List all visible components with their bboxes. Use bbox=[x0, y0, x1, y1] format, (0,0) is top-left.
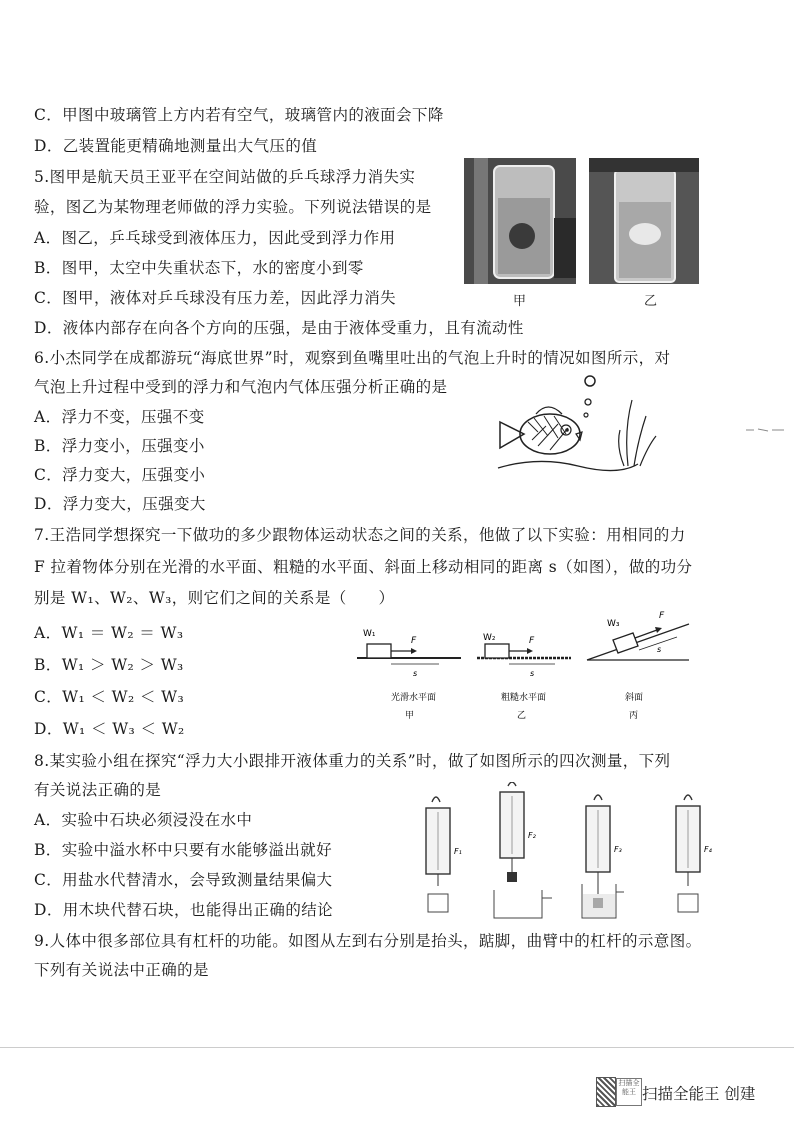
q5-photo-yi bbox=[589, 158, 699, 284]
q6-option-a: A．浮力不变，压强不变 bbox=[34, 408, 205, 426]
q7-stem-1: 7.王浩同学想探究一下做功的多少跟物体运动状态之间的关系，他做了以下实验：用相同的力 bbox=[34, 526, 686, 544]
q5-stem-1: 5.图甲是航天员王亚平在空间站做的乒乓球浮力消失实 bbox=[34, 168, 416, 186]
q6-fish-figure bbox=[488, 370, 664, 486]
q8-stem-1: 8.某实验小组在探究“浮力大小跟排开液体重力的关系”时，做了如图所示的四次测量，下列 bbox=[34, 752, 671, 770]
q8-scale-2 bbox=[494, 782, 552, 918]
q7-stem-2: F 拉着物体分别在光滑的水平面、粗糙的水平面、斜面上移动相同的距离 s（如图），做的功分 bbox=[34, 558, 693, 576]
q7-panel-3: 丙 bbox=[629, 711, 639, 721]
q8-option-a: A．实验中石块必须浸没在水中 bbox=[34, 811, 253, 829]
scanner-logo-text: 扫描全能王 bbox=[618, 1079, 640, 1096]
q7-option-d: D．W₁ ＜ W₃ ＜ W₂ bbox=[34, 720, 185, 738]
q7-surface-3: 斜面 bbox=[625, 693, 644, 703]
scanner-logo bbox=[616, 1078, 642, 1106]
q5-caption-yi: 乙 bbox=[644, 294, 658, 309]
q5-option-b: B．图甲，太空中失重状态下，水的密度小到零 bbox=[34, 259, 364, 277]
q4-option-c: C．甲图中玻璃管上方内若有空气，玻璃管内的液面会下降 bbox=[34, 106, 444, 124]
q8-scale-3 bbox=[582, 795, 624, 918]
q8-scale-4 bbox=[676, 795, 713, 912]
q7-force-label-2: F bbox=[529, 636, 535, 646]
q7-surface-2: 粗糙水平面 bbox=[501, 693, 547, 703]
q7-work-figure bbox=[355, 610, 695, 725]
q7-panel-bing bbox=[587, 611, 689, 721]
q8-f3-label: F₃ bbox=[614, 845, 622, 854]
q7-dist-label-1: s bbox=[413, 669, 418, 678]
q9-stem-2: 下列有关说法中正确的是 bbox=[34, 961, 209, 979]
q7-force-label-1: F bbox=[411, 636, 417, 646]
qr-code bbox=[596, 1077, 616, 1107]
q7-panel-jia bbox=[357, 629, 461, 721]
q7-surface-1: 光滑水平面 bbox=[391, 693, 437, 703]
q5-photo-jia-drawing bbox=[464, 158, 576, 284]
q6-option-d: D．浮力变大，压强变大 bbox=[34, 495, 206, 513]
q5-option-a: A．图乙，乒乓球受到液体压力，因此受到浮力作用 bbox=[34, 229, 396, 247]
q4-option-d: D．乙装置能更精确地测量出大气压的值 bbox=[34, 137, 318, 155]
q8-option-d: D．用木块代替石块，也能得出正确的结论 bbox=[34, 901, 334, 919]
q7-option-c: C．W₁ ＜ W₂ ＜ W₃ bbox=[34, 688, 185, 706]
q7-panel-1: 甲 bbox=[405, 711, 415, 721]
q5-photo-jia bbox=[464, 158, 576, 284]
q8-option-c: C．用盐水代替清水，会导致测量结果偏大 bbox=[34, 871, 333, 889]
q7-w1-label: W₁ bbox=[363, 629, 376, 639]
q7-w3-label: W₃ bbox=[607, 619, 620, 629]
q7-stem-3: 别是 W₁、W₂、W₃，则它们之间的关系是（ ） bbox=[34, 589, 395, 607]
q8-f2-label: F₂ bbox=[528, 831, 536, 840]
q7-panel-2: 乙 bbox=[517, 711, 527, 721]
q5-option-c: C．图甲，液体对乒乓球没有压力差，因此浮力消失 bbox=[34, 289, 397, 307]
q9-stem-1: 9.人体中很多部位具有杠杆的功能。如图从左到右分别是抬头，踮脚，曲臂中的杠杆的示意图。 bbox=[34, 932, 702, 950]
q8-option-b: B．实验中溢水杯中只要有水能够溢出就好 bbox=[34, 841, 332, 859]
q8-f1-label: F₁ bbox=[454, 847, 462, 856]
q8-stem-2: 有关说法正确的是 bbox=[34, 781, 162, 799]
q6-option-b: B．浮力变小，压强变小 bbox=[34, 437, 205, 455]
q8-f4-label: F₄ bbox=[704, 845, 712, 854]
footer-divider bbox=[0, 1047, 794, 1048]
q6-scan-mark bbox=[746, 426, 786, 434]
q5-stem-2: 验，图乙为某物理老师做的浮力实验。下列说法错误的是 bbox=[34, 198, 432, 216]
q5-photo-yi-drawing bbox=[589, 158, 699, 284]
q7-option-b: B．W₁ ＞ W₂ ＞ W₃ bbox=[34, 656, 184, 674]
q7-dist-label-2: s bbox=[530, 669, 535, 678]
q6-option-c: C．浮力变大，压强变小 bbox=[34, 466, 206, 484]
q8-scale-1 bbox=[426, 797, 462, 912]
q7-w2-label: W₂ bbox=[483, 633, 496, 643]
q5-option-d: D．液体内部存在向各个方向的压强，是由于液体受重力，且有流动性 bbox=[34, 319, 524, 337]
q6-stem-1: 6.小杰同学在成都游玩“海底世界”时，观察到鱼嘴里吐出的气泡上升时的情况如图所示，对 bbox=[34, 349, 671, 367]
q7-force-label-3: F bbox=[659, 611, 665, 621]
q6-stem-2: 气泡上升过程中受到的浮力和气泡内气体压强分析正确的是 bbox=[34, 378, 448, 396]
q8-measure-figure bbox=[418, 782, 718, 924]
footer-brand: 扫描全能王 创建 bbox=[642, 1085, 756, 1103]
q7-dist-label-3: s bbox=[657, 645, 662, 654]
q7-panel-yi bbox=[477, 633, 571, 721]
q7-option-a: A．W₁ ＝ W₂ ＝ W₃ bbox=[34, 624, 184, 642]
q5-caption-jia: 甲 bbox=[513, 294, 527, 309]
